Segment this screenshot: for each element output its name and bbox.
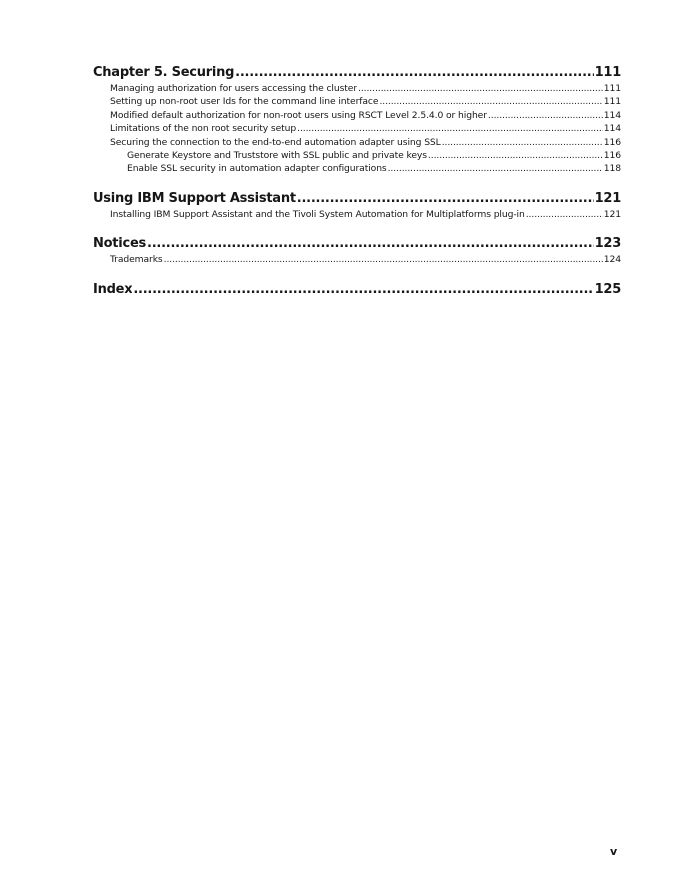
- toc-entry-title: Trademarks: [110, 254, 163, 266]
- toc-entry-page: 121: [603, 208, 621, 220]
- toc-subentry[interactable]: [93, 149, 621, 162]
- toc-heading-title: Using IBM Support Assistant: [93, 190, 296, 206]
- dot-leader: [526, 208, 603, 221]
- toc-heading-title: Index: [93, 281, 133, 297]
- dot-leader: [388, 162, 603, 175]
- toc-entry-title: Securing the connection to the end-to-end automation adapter using SSL: [110, 136, 441, 148]
- dot-leader: [428, 149, 603, 162]
- dot-leader: [358, 82, 603, 95]
- toc-heading-entry[interactable]: [93, 281, 621, 299]
- toc-heading-title: Chapter 5. Securing: [93, 65, 235, 80]
- toc-entry-page: 124: [603, 254, 621, 266]
- toc-entry[interactable]: [93, 208, 621, 221]
- toc-entry-page: 118: [603, 163, 621, 175]
- toc-entry[interactable]: [93, 109, 621, 122]
- toc-heading-entry[interactable]: [93, 190, 621, 208]
- toc-entry[interactable]: [93, 82, 621, 95]
- toc-entry-title: Generate Keystore and Truststore with SSL public and private keys: [127, 150, 427, 162]
- dot-leader: [297, 190, 594, 208]
- toc-section-index: [93, 281, 621, 299]
- dot-leader: [488, 109, 603, 122]
- toc-entry-page: 114: [603, 109, 621, 121]
- dot-leader: [164, 253, 603, 266]
- toc-entry-title: Enable SSL security in automation adapter configurations: [127, 163, 387, 175]
- toc-entry-page: 116: [603, 150, 621, 162]
- toc-heading-page: 121: [594, 190, 621, 206]
- toc-entry-title: Modified default authorization for non-root users using RSCT Level 2.5.4.0 or higher: [110, 109, 487, 121]
- toc-entry-page: 114: [603, 123, 621, 135]
- toc-entry[interactable]: [93, 253, 621, 266]
- toc-section-chapter-5: [93, 64, 621, 176]
- toc-heading-page: 123: [594, 236, 621, 252]
- dot-leader: [379, 95, 602, 108]
- toc-entry[interactable]: [93, 122, 621, 135]
- toc-subentry[interactable]: [93, 162, 621, 175]
- page-number: v: [610, 845, 618, 858]
- toc-heading-page: 125: [594, 281, 621, 297]
- toc-entry-title: Managing authorization for users accessing the cluster: [110, 83, 358, 94]
- dot-leader: [147, 235, 594, 253]
- toc-entry[interactable]: [93, 136, 621, 149]
- dot-leader: [442, 136, 603, 149]
- toc-entry-title: Installing IBM Support Assistant and the Tivoli System Automation for Multiplatforms plug-in: [110, 208, 525, 220]
- toc-heading-page: 111: [594, 65, 621, 80]
- dot-leader: [133, 281, 593, 299]
- toc-section-support-assistant: [93, 190, 621, 221]
- toc-entry[interactable]: [93, 95, 621, 108]
- toc-heading-entry[interactable]: [93, 64, 621, 82]
- toc-heading-title: Notices: [93, 236, 146, 252]
- toc-entry-page: 111: [603, 96, 621, 108]
- dot-leader: [297, 122, 603, 135]
- toc-heading-entry[interactable]: [93, 235, 621, 253]
- toc-entry-page: 116: [603, 136, 621, 148]
- dot-leader: [235, 64, 593, 82]
- toc-entry-title: Setting up non-root user Ids for the command line interface: [110, 96, 379, 108]
- toc-entry-title: Limitations of the non root security setup: [110, 123, 297, 135]
- toc-entry-page: 111: [603, 83, 621, 94]
- toc-section-notices: [93, 235, 621, 266]
- table-of-contents: [93, 64, 621, 313]
